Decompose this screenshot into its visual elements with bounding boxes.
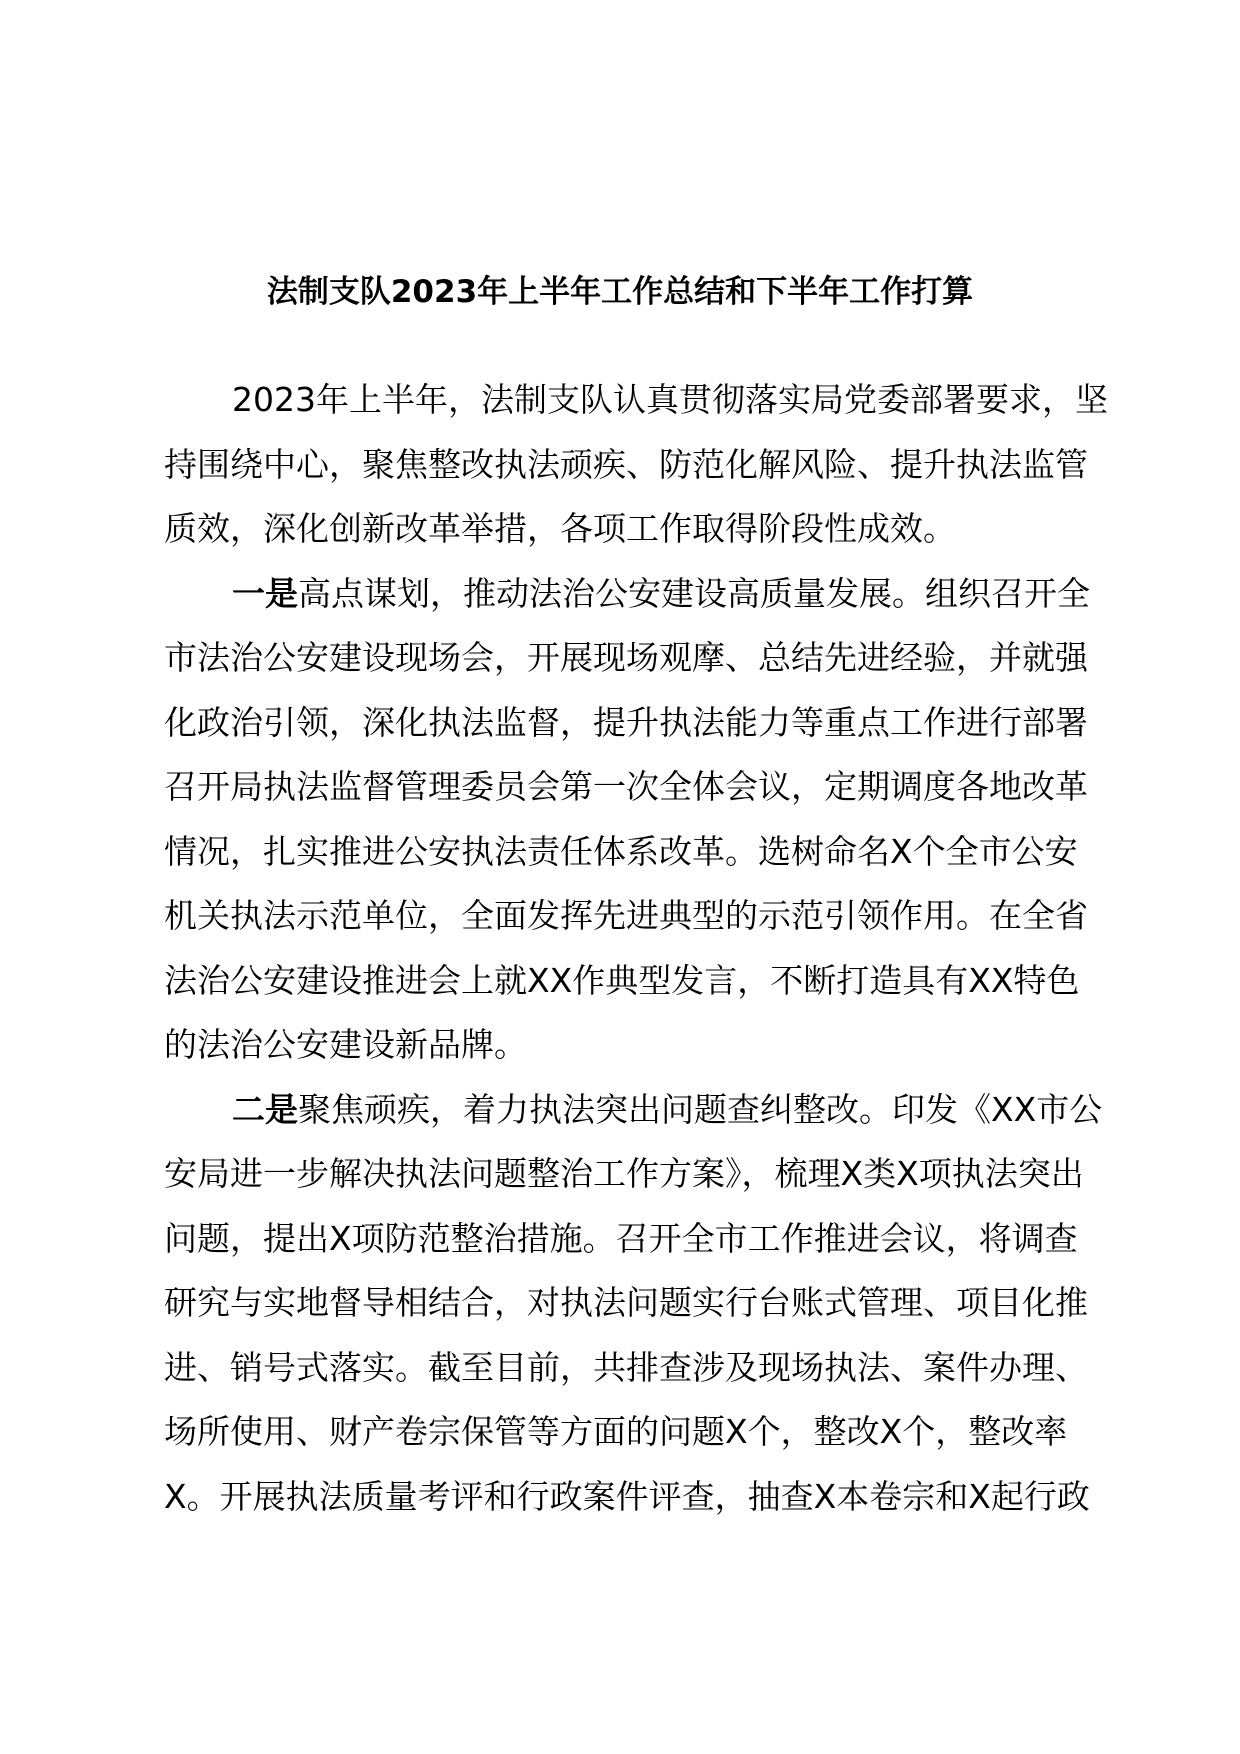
- paragraph-line: 研究与实地督导相结合，对执法问题实行台账式管理、项目化推: [164, 1283, 1088, 1322]
- paragraph-line: 2023年上半年，法制支队认真贯彻落实局党委部署要求，坚: [232, 380, 1108, 419]
- paragraph-intro: [164, 368, 1124, 562]
- paragraph-lead: 一是: [232, 573, 298, 613]
- paragraph-line: 机关执法示范单位，全面发挥先进典型的示范引领作用。在全省: [164, 896, 1088, 935]
- paragraph-line: 化政治引领，深化执法监督，提升执法能力等重点工作进行部署: [164, 702, 1088, 742]
- paragraph-line: X。开展执法质量考评和行政案件评查，抽查X本卷宗和X起行政: [164, 1476, 1090, 1516]
- paragraph-line: 安局进一步解决执法问题整治工作方案》，梳理X类X项执法突出: [164, 1154, 1084, 1193]
- paragraph-line: 法治公安建设推进会上就XX作典型发言，不断打造具有XX特色: [164, 960, 1080, 1000]
- document-body: [164, 368, 1124, 1529]
- paragraph-line: 场所使用、财产卷宗保管等方面的问题X个，整改X个，整改率: [164, 1412, 1068, 1451]
- paragraph-line: 的法治公安建设新品牌。: [164, 1025, 527, 1064]
- document-title: 法制支队2023年上半年工作总结和下半年工作打算: [266, 274, 974, 310]
- paragraph-line: 情况，扎实推进公安执法责任体系改革。选树命名X个全市公安: [164, 831, 1078, 871]
- paragraph-line: 市法治公安建设现场会，开展现场观摩、总结先进经验，并就强: [164, 638, 1088, 677]
- paragraph-line-text: 高点谋划，推动法治公安建设高质量发展。组织召开全: [298, 573, 1090, 613]
- paragraph-line: 召开局执法监督管理委员会第一次全体会议，定期调度各地改革: [164, 767, 1088, 806]
- paragraph-lead: 二是: [232, 1089, 298, 1129]
- paragraph-line: 问题，提出X项防范整治措施。召开全市工作推进会议，将调查: [164, 1218, 1078, 1258]
- paragraph-line: 质效，深化创新改革举措，各项工作取得阶段性成效。: [164, 509, 956, 548]
- paragraph-line: 持围绕中心，聚焦整改执法顽疾、防范化解风险、提升执法监管: [164, 444, 1088, 484]
- paragraph-line-text: 聚焦顽疾，着力执法突出问题查纠整改。印发《XX市公: [298, 1089, 1103, 1129]
- paragraph-line: 进、销号式落实。截至目前，共排查涉及现场执法、案件办理、: [164, 1347, 1088, 1387]
- paragraph-line: [164, 1078, 1124, 1143]
- paragraph-first-point: [164, 562, 1124, 1078]
- paragraph-second-point: [164, 1078, 1124, 1530]
- paragraph-line: [164, 562, 1124, 627]
